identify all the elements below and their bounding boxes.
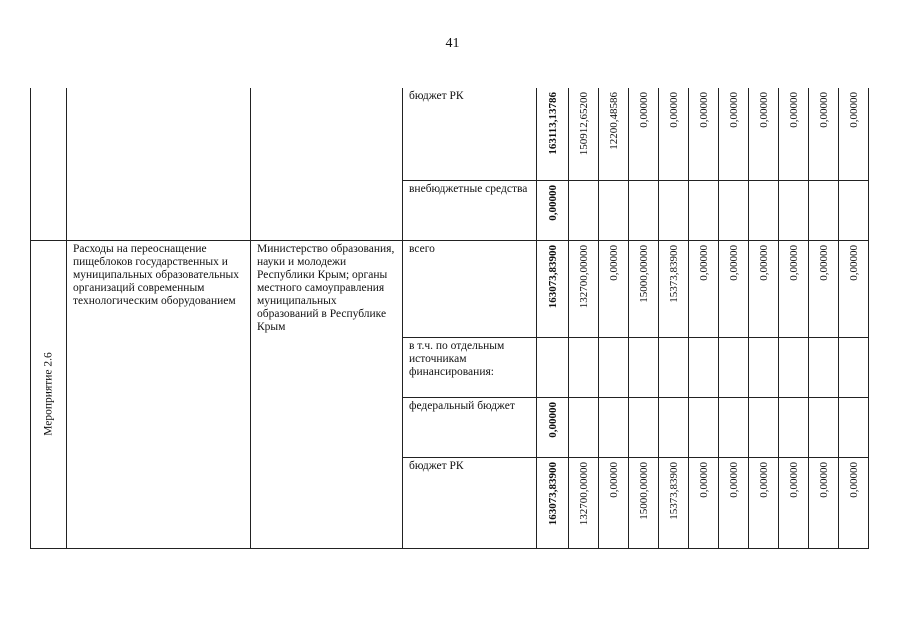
funding-source: бюджет РК xyxy=(409,459,464,472)
year-cell xyxy=(719,88,749,180)
year-value: 0,00000 xyxy=(817,92,830,128)
year-cell xyxy=(749,240,779,337)
year-cell xyxy=(719,397,749,457)
total-cell xyxy=(537,397,569,457)
year-cell xyxy=(689,337,719,397)
executor-cell-empty xyxy=(251,88,403,240)
year-cell xyxy=(569,88,599,180)
year-cell xyxy=(749,88,779,180)
year-value: 0,00000 xyxy=(607,244,620,281)
year-value: 0,00000 xyxy=(727,244,740,281)
year-value: 0,00000 xyxy=(697,244,710,281)
source-cell xyxy=(403,180,537,240)
year-cell xyxy=(599,337,629,397)
year-cell xyxy=(659,337,689,397)
year-cell xyxy=(749,457,779,548)
year-cell xyxy=(809,240,839,337)
year-cell xyxy=(689,397,719,457)
year-value: 0,00000 xyxy=(607,461,620,498)
year-cell xyxy=(779,88,809,180)
year-cell xyxy=(839,180,869,240)
year-value: 0,00000 xyxy=(757,244,770,281)
year-cell xyxy=(809,457,839,548)
year-value: 0,00000 xyxy=(697,461,710,498)
measure-cell-empty xyxy=(31,88,67,240)
total-cell xyxy=(537,337,569,397)
source-cell xyxy=(403,397,537,457)
year-value: 0,00000 xyxy=(727,461,740,498)
year-value: 0,00000 xyxy=(787,92,800,128)
year-value: 0,00000 xyxy=(757,461,770,498)
year-cell xyxy=(779,240,809,337)
year-cell xyxy=(839,88,869,180)
year-cell xyxy=(809,88,839,180)
funding-source: в т.ч. по отдельным источникам финансирования: xyxy=(409,339,505,378)
year-value: 15373,83900 xyxy=(667,244,680,303)
year-cell xyxy=(629,240,659,337)
description-cell-empty xyxy=(67,88,251,240)
year-cell xyxy=(689,240,719,337)
source-cell xyxy=(403,240,537,337)
year-cell xyxy=(659,88,689,180)
source-cell xyxy=(403,457,537,548)
year-cell xyxy=(599,457,629,548)
year-cell xyxy=(629,180,659,240)
year-value: 0,00000 xyxy=(817,244,830,281)
year-cell xyxy=(839,240,869,337)
year-cell xyxy=(809,397,839,457)
year-cell xyxy=(839,397,869,457)
year-cell xyxy=(779,457,809,548)
measure-executor: Министерство образования, науки и молодежи Республики Крым; органы местного самоуправления муниципальных образований в Республике Крым xyxy=(257,242,395,333)
source-cell xyxy=(403,337,537,397)
year-cell xyxy=(749,397,779,457)
total-cell xyxy=(537,88,569,180)
year-cell xyxy=(839,457,869,548)
year-value: 15000,00000 xyxy=(637,461,650,520)
total-value: 163113,13786 xyxy=(546,92,559,155)
year-cell xyxy=(779,397,809,457)
year-cell xyxy=(629,88,659,180)
measure-description: Расходы на переоснащение пищеблоков государственных и муниципальных образовательных организаций современным технологическим оборудованием xyxy=(73,242,240,307)
year-value: 0,00000 xyxy=(847,461,860,498)
year-cell xyxy=(719,240,749,337)
year-cell xyxy=(809,180,839,240)
total-value: 163073,83900 xyxy=(546,461,559,525)
year-value: 15000,00000 xyxy=(637,244,650,303)
year-cell xyxy=(599,240,629,337)
funding-source: всего xyxy=(409,242,435,255)
total-value: 0,00000 xyxy=(546,184,559,221)
budget-table xyxy=(30,88,869,549)
year-value: 15373,83900 xyxy=(667,461,680,520)
year-cell xyxy=(749,180,779,240)
year-cell xyxy=(569,180,599,240)
funding-source: бюджет РК xyxy=(409,90,464,102)
year-cell xyxy=(659,457,689,548)
funding-source: внебюджетные средства xyxy=(409,182,528,195)
year-value: 12200,48586 xyxy=(607,92,620,150)
year-cell xyxy=(659,397,689,457)
table-row xyxy=(31,240,869,337)
year-value: 0,00000 xyxy=(787,244,800,281)
year-value: 0,00000 xyxy=(667,92,680,128)
year-value: 0,00000 xyxy=(697,92,710,128)
year-value: 0,00000 xyxy=(727,92,740,128)
executor-cell xyxy=(251,240,403,548)
year-cell xyxy=(629,457,659,548)
year-cell xyxy=(569,337,599,397)
year-cell xyxy=(689,180,719,240)
total-cell xyxy=(537,180,569,240)
year-cell xyxy=(599,397,629,457)
year-value: 132700,00000 xyxy=(577,461,590,525)
year-cell xyxy=(719,337,749,397)
year-cell xyxy=(809,337,839,397)
year-value: 0,00000 xyxy=(817,461,830,498)
year-value: 0,00000 xyxy=(757,92,770,128)
year-value: 0,00000 xyxy=(637,92,650,128)
year-cell xyxy=(659,180,689,240)
year-cell xyxy=(779,337,809,397)
year-cell xyxy=(719,457,749,548)
year-cell xyxy=(629,337,659,397)
year-cell xyxy=(719,180,749,240)
year-cell xyxy=(569,457,599,548)
year-cell xyxy=(629,397,659,457)
year-cell xyxy=(689,457,719,548)
total-value: 0,00000 xyxy=(546,401,559,438)
total-cell xyxy=(537,457,569,548)
year-cell xyxy=(599,180,629,240)
year-cell xyxy=(659,240,689,337)
year-value: 0,00000 xyxy=(847,92,860,128)
total-cell xyxy=(537,240,569,337)
year-value: 150912,65200 xyxy=(577,92,590,156)
year-cell xyxy=(689,88,719,180)
year-value: 132700,00000 xyxy=(577,244,590,308)
year-cell xyxy=(749,337,779,397)
year-value: 0,00000 xyxy=(787,461,800,498)
measure-label: Мероприятие 2.6 xyxy=(42,352,54,436)
year-value: 0,00000 xyxy=(847,244,860,281)
year-cell xyxy=(569,240,599,337)
source-cell xyxy=(403,88,537,180)
measure-label-cell xyxy=(31,240,67,548)
year-cell xyxy=(569,397,599,457)
page-number: 41 xyxy=(445,36,460,51)
description-cell xyxy=(67,240,251,548)
year-cell xyxy=(779,180,809,240)
year-cell xyxy=(599,88,629,180)
year-cell xyxy=(839,337,869,397)
table-row xyxy=(31,88,869,180)
funding-source: федеральный бюджет xyxy=(409,399,515,412)
total-value: 163073,83900 xyxy=(546,244,559,308)
